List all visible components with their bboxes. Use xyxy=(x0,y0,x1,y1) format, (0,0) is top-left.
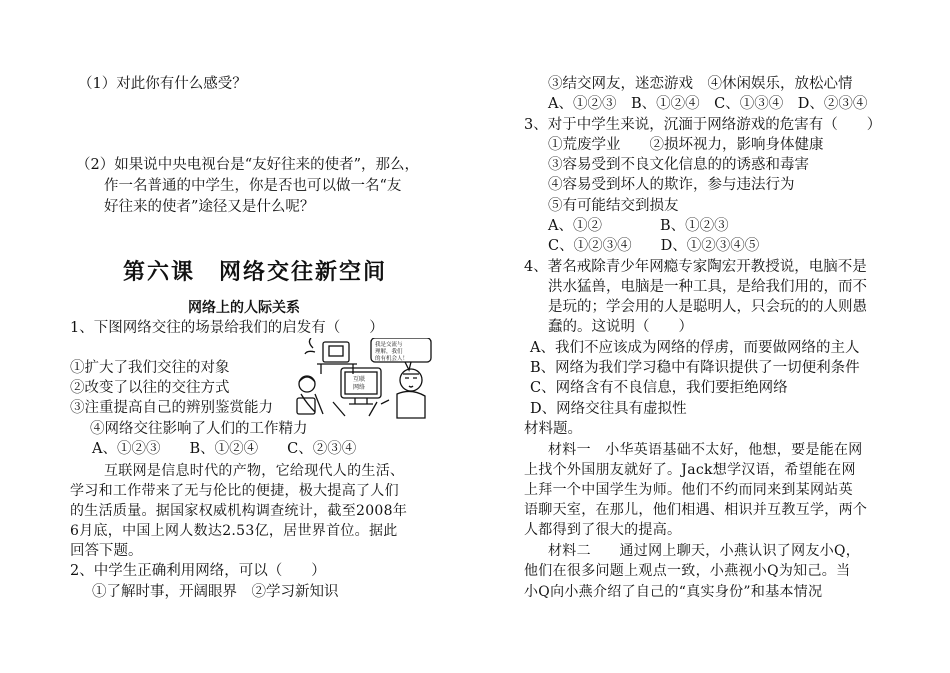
question-2-line-2: 作一名普通的中学生，你是否也可以做一名“友 xyxy=(104,178,402,194)
material-2-line-1: 材料二 通过网上聊天，小燕认识了网友小Q， xyxy=(548,543,861,559)
item-3-stem: 3、对于中学生来说，沉湎于网络游戏的危害有（ ） xyxy=(524,117,882,133)
item-2-choices: A、①②③ B、①②④ C、①③④ D、②③④ xyxy=(548,96,868,112)
item-4-choice-c: C、网络含有不良信息，我们要拒绝网络 xyxy=(530,380,788,396)
top-monitor-icon xyxy=(323,342,349,362)
question-2-line-1: （2）如果说中央电视台是“友好往来的使者”，那么， xyxy=(76,157,420,173)
item-3-option-3: ④容易受到坏人的欺诈，参与违法行为 xyxy=(548,177,795,193)
item-4-stem-1: 4、著名戒除青少年网瘾专家陶宏开教授说，电脑不是 xyxy=(524,259,867,275)
item-1-option-3: ③注重提高自己的辨别鉴赏能力 xyxy=(70,400,273,416)
item-3-option-2: ③容易受到不良文化信息的的诱惑和毒害 xyxy=(548,157,809,173)
passage-line-5: 回答下题。 xyxy=(70,543,143,559)
material-2-line-3: 小Q向小燕介绍了自己的“真实身份”和基本情况 xyxy=(524,584,823,600)
item-2-options-1: ①了解时事，开阔眼界 ②学习新知识 xyxy=(92,584,339,600)
material-1-line-2: 上找个外国朋友就好了。Jack想学汉语，希望能在网 xyxy=(524,462,856,478)
question-1-feeling: （1）对此你有什么感受？ xyxy=(78,76,247,92)
item-1-stem: 1、下图网络交往的场景给我们的启发有（ ） xyxy=(70,320,384,336)
item-1-choices: A、①②③ B、①②④ C、②③④ xyxy=(92,441,357,457)
material-1-line-1: 材料一 小华英语基础不太好，他想，要是能在网 xyxy=(548,442,863,458)
item-1-option-2: ②改变了以往的交往方式 xyxy=(70,380,230,396)
item-4-stem-4: 蠢的。这说明（ ） xyxy=(548,319,693,335)
item-2-stem: 2、中学生正确利用网络，可以（ ） xyxy=(70,563,326,579)
section-title: 网络上的人际关系 xyxy=(188,300,300,316)
material-1-line-3: 上拜一个中国学生为师。他们不约而同来到某网站英 xyxy=(524,482,853,498)
material-2-line-2: 他们在很多问题上观点一致，小燕视小Q为知己。当 xyxy=(524,563,851,579)
internet-chat-illustration xyxy=(293,338,433,420)
bubble-text-3: 的有机会人！ xyxy=(375,356,409,362)
item-4-choice-b: B、网络为我们学习稳中有降识提供了一切便利条件 xyxy=(530,360,860,376)
passage-line-4: 6月底，中国上网人数达2.53亿，居世界首位。据此 xyxy=(70,523,398,539)
item-3-option-4: ⑤有可能结交到损友 xyxy=(548,198,679,214)
item-4-stem-2: 洪水猛兽，电脑是一种工具，是给我们用的，而不 xyxy=(548,279,867,295)
monitor-text-1: 互联 xyxy=(353,376,366,383)
passage-line-1: 互联网是信息时代的产物，它给现代人的生活、 xyxy=(104,463,405,479)
item-1-option-4: ④网络交往影响了人们的工作精力 xyxy=(90,421,308,437)
item-2-options-2: ③结交网友，迷恋游戏 ④休闲娱乐，放松心情 xyxy=(548,76,853,92)
lesson-title: 第六课 网络交往新空间 xyxy=(123,259,388,285)
question-2-line-3: 好往来的使者”途径又是什么呢？ xyxy=(104,199,315,215)
monitor-text-2: 网络 xyxy=(353,384,366,391)
item-4-stem-3: 是玩的；学会用的人是聪明人，只会玩的的人则愚 xyxy=(548,299,867,315)
item-4-choice-a: A、我们不应该成为网络的俘虏，而要做网络的主人 xyxy=(530,340,860,356)
bubble-text-1: 我是交流与 xyxy=(375,342,403,348)
passage-line-3: 的生活质量。据国家权威机构调查统计，截至2008年 xyxy=(70,503,408,519)
item-3-choices-1: A、①② B、①②③ xyxy=(548,218,729,234)
item-4-choice-d: D、网络交往具有虚拟性 xyxy=(530,401,687,417)
right-person-head xyxy=(400,369,422,391)
bubble-text-2: 理解，我们 xyxy=(375,349,403,355)
item-3-choices-2: C、①②③④ D、①②③④⑤ xyxy=(548,238,760,254)
item-1-option-1: ①扩大了我们交往的对象 xyxy=(70,360,230,376)
item-3-option-1: ①荒废学业 ②损坏视力，影响身体健康 xyxy=(548,137,824,153)
left-person-head xyxy=(299,376,315,392)
material-1-line-5: 人都得到了很大的提高。 xyxy=(524,522,682,538)
passage-line-2: 学习和工作带来了无与伦比的便捷，极大提高了人们 xyxy=(70,483,399,499)
material-1-line-4: 语聊天室，在那儿，他们相遇、相识并互教互学，两个 xyxy=(524,502,868,518)
materials-label: 材料题。 xyxy=(524,421,582,437)
